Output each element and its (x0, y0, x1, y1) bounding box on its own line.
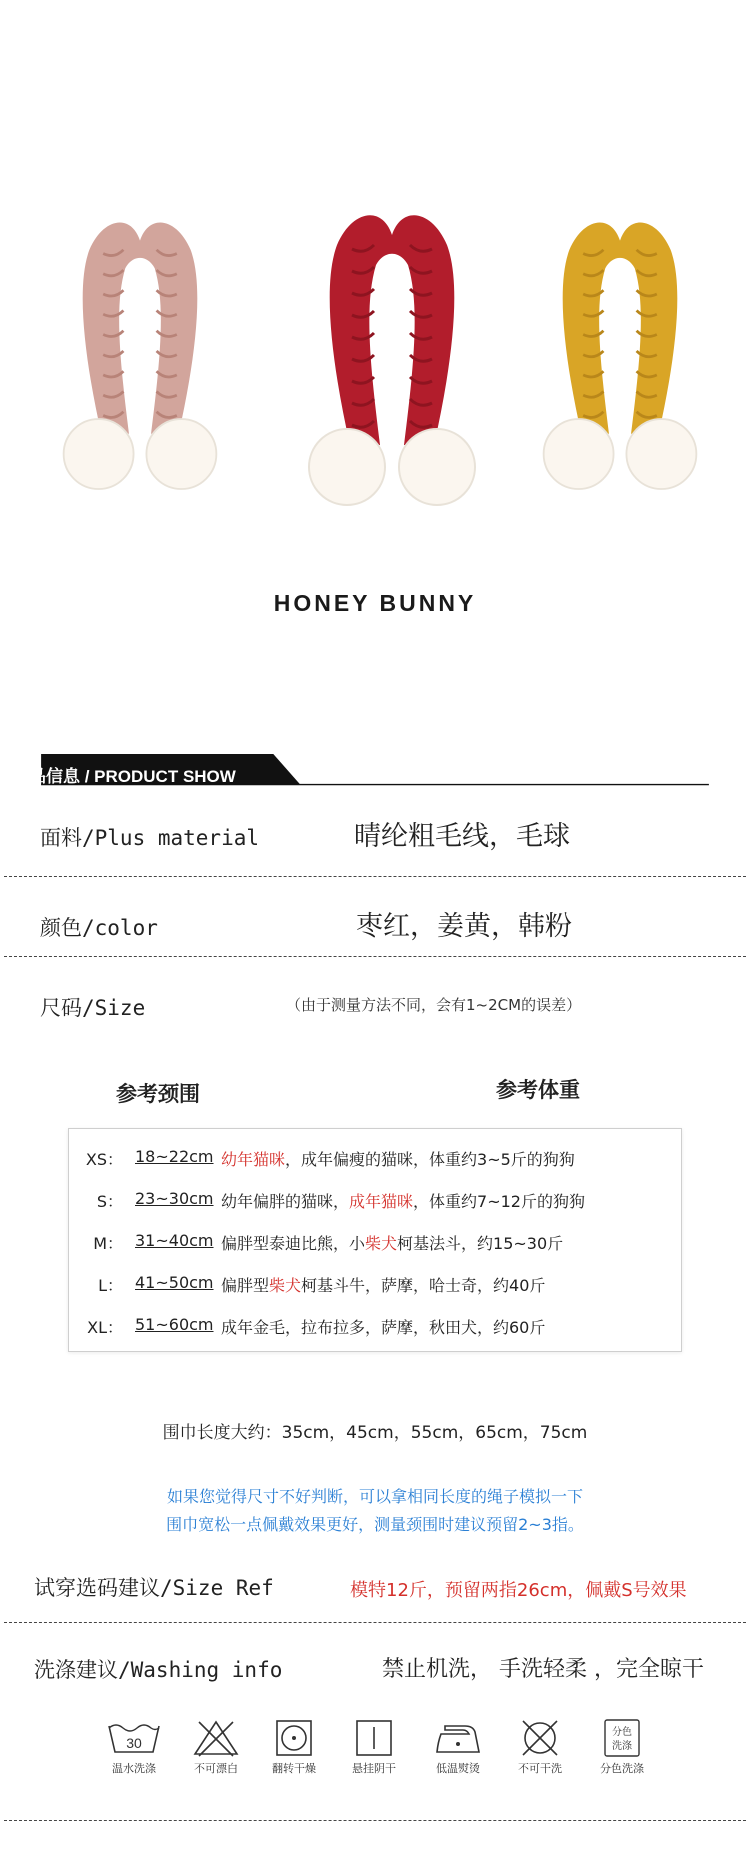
low-iron-icon (418, 1718, 498, 1776)
section-title: 产品信息 / PRODUCT SHOW (12, 767, 236, 786)
wash-icon-label: 温水洗涤 (112, 1762, 156, 1775)
table-row (69, 1231, 681, 1255)
neck-range: 51~60cm (135, 1315, 214, 1334)
scarf-2 (309, 215, 475, 505)
size-code: M： (93, 1234, 123, 1253)
scarf-3 (544, 222, 697, 489)
wash-icon-label: 低温熨烫 (436, 1762, 480, 1775)
wash-icon-label: 不可干洗 (518, 1762, 562, 1775)
no-bleach-icon (176, 1718, 256, 1776)
table-row (69, 1315, 681, 1339)
material-value: 晴纶粗毛线，毛球 (354, 821, 570, 852)
size-ref-label: 试穿选码建议/Size Ref (34, 1576, 274, 1600)
scarves-image (0, 0, 750, 560)
wash-icon-label: 悬挂阴干 (352, 1762, 396, 1775)
no-dry-clean-icon (500, 1718, 580, 1776)
weight-header: 参考体重 (496, 1077, 580, 1102)
svg-text:洗涤: 洗涤 (612, 1741, 632, 1752)
divider (4, 1622, 746, 1623)
divider (4, 956, 746, 957)
material-label: 面料/Plus material (40, 826, 260, 850)
tip-line-1: 如果您觉得尺寸不好判断，可以拿相同长度的绳子模拟一下 (166, 1487, 583, 1506)
divider (4, 876, 746, 877)
color-label: 颜色/color (40, 916, 158, 940)
table-row (69, 1273, 681, 1297)
hang-dry-icon (334, 1718, 414, 1776)
neck-range: 18~22cm (135, 1147, 214, 1166)
wash-icon-label: 分色洗涤 (600, 1762, 644, 1775)
brand-name: HONEY BUNNY (273, 590, 477, 616)
size-description: 幼年猫咪，成年偏瘦的猫咪，体重约3~5斤的狗狗 (221, 1150, 575, 1169)
tip-line-2: 围巾宽松一点佩戴效果更好，测量颈围时建议预留2~3指。 (166, 1515, 584, 1534)
size-description: 偏胖型泰迪比熊，小柴犬柯基法斗，约15~30斤 (221, 1234, 564, 1253)
neck-range: 23~30cm (135, 1189, 214, 1208)
size-code: S： (96, 1192, 123, 1211)
size-table (68, 1128, 682, 1352)
neck-header: 参考颈围 (116, 1081, 200, 1106)
divider (4, 1820, 746, 1821)
table-row (69, 1189, 681, 1213)
scarf-length-note: 围巾长度大约：35cm，45cm，55cm，65cm，75cm (162, 1423, 588, 1443)
washing-label: 洗涤建议/Washing info (34, 1658, 283, 1682)
wash-30-icon (94, 1718, 174, 1776)
svg-text:分色: 分色 (612, 1727, 632, 1738)
size-ref-value: 模特12斤，预留两指26cm，佩戴S号效果 (350, 1580, 687, 1601)
product-photo (0, 0, 750, 560)
svg-text:30: 30 (126, 1735, 142, 1751)
neck-range: 41~50cm (135, 1273, 214, 1292)
size-code: XS： (85, 1150, 123, 1169)
washing-value: 禁止机洗， 手洗轻柔 ，完全晾干 (382, 1657, 704, 1682)
tumble-dry-icon (254, 1718, 334, 1776)
size-description: 幼年偏胖的猫咪，成年猫咪，体重约7~12斤的狗狗 (221, 1192, 585, 1211)
color-value: 枣红，姜黄，韩粉 (356, 911, 572, 942)
scarf-1 (64, 222, 217, 489)
size-code: L： (98, 1276, 123, 1295)
wash-icon-label: 翻转干燥 (272, 1762, 316, 1775)
size-code: XL： (87, 1318, 123, 1337)
size-description: 偏胖型柴犬柯基斗牛，萨摩，哈士奇，约40斤 (221, 1276, 546, 1295)
size-label: 尺码/Size (40, 996, 146, 1020)
size-note: （由于测量方法不同，会有1~2CM的误差） (286, 996, 582, 1014)
wash-icon-label: 不可漂白 (194, 1762, 238, 1775)
separate-wash-icon (582, 1718, 662, 1776)
size-description: 成年金毛，拉布拉多，萨摩，秋田犬，约60斤 (221, 1318, 546, 1337)
table-row (69, 1147, 681, 1171)
neck-range: 31~40cm (135, 1231, 214, 1250)
